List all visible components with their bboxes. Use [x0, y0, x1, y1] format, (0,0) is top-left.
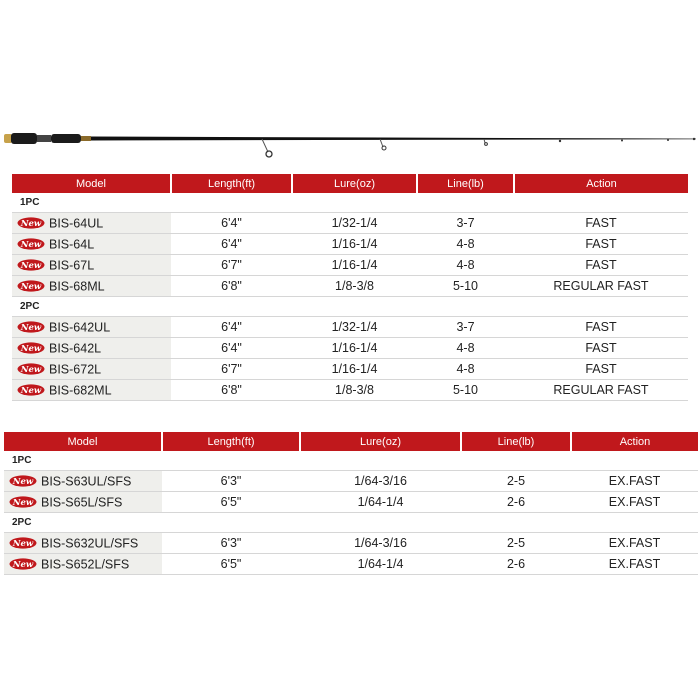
action-cell: REGULAR FAST [514, 380, 688, 401]
model-cell [12, 380, 171, 401]
model-cell [4, 492, 162, 513]
column-header-line: Line(lb) [461, 432, 571, 451]
line-cell: 5-10 [417, 380, 514, 401]
svg-text:New: New [20, 365, 42, 376]
model-cell [12, 255, 171, 276]
column-header-lure: Lure(oz) [300, 432, 461, 451]
svg-text:New: New [20, 261, 42, 272]
model-name: BIS-64UL [49, 216, 104, 231]
length-cell: 6'4" [171, 317, 292, 338]
lure-cell: 1/64-1/4 [300, 492, 461, 513]
lure-cell: 1/16-1/4 [292, 234, 417, 255]
length-cell: 6'5" [162, 554, 300, 575]
column-header-model: Model [12, 174, 171, 193]
model-name: BIS-S63UL/SFS [41, 474, 132, 489]
new-badge-icon [9, 558, 37, 570]
length-cell: 6'4" [171, 234, 292, 255]
line-cell: 3-7 [417, 317, 514, 338]
model-cell [12, 234, 171, 255]
lure-cell: 1/64-3/16 [300, 471, 461, 492]
model-name: BIS-682ML [49, 383, 112, 398]
svg-text:New: New [12, 498, 34, 509]
group-row [4, 513, 698, 533]
column-header-lure: Lure(oz) [292, 174, 417, 193]
table-row [12, 276, 688, 297]
action-cell: EX.FAST [571, 492, 698, 513]
table-row [4, 492, 698, 513]
length-cell: 6'8" [171, 276, 292, 297]
line-cell: 3-7 [417, 213, 514, 234]
line-cell: 2-5 [461, 533, 571, 554]
column-header-line: Line(lb) [417, 174, 514, 193]
new-badge-icon [17, 321, 45, 333]
group-row [12, 297, 688, 317]
action-cell: FAST [514, 338, 688, 359]
column-header-action: Action [514, 174, 688, 193]
table-row [12, 380, 688, 401]
new-badge-icon [17, 280, 45, 292]
lure-cell: 1/8-3/8 [292, 276, 417, 297]
new-badge-icon [17, 384, 45, 396]
table-row [12, 359, 688, 380]
new-badge-icon [9, 537, 37, 549]
new-badge-icon [9, 496, 37, 508]
length-cell: 6'5" [162, 492, 300, 513]
action-cell: EX.FAST [571, 471, 698, 492]
model-name: BIS-642L [49, 341, 102, 356]
model-cell [12, 359, 171, 380]
table-row [12, 317, 688, 338]
new-badge-icon [17, 238, 45, 250]
column-header-model: Model [4, 432, 162, 451]
lure-cell: 1/16-1/4 [292, 255, 417, 276]
model-name: BIS-672L [49, 362, 102, 377]
action-cell: EX.FAST [571, 554, 698, 575]
table-row [4, 554, 698, 575]
action-cell: FAST [514, 234, 688, 255]
model-name: BIS-S652L/SFS [41, 557, 130, 572]
length-cell: 6'3" [162, 533, 300, 554]
column-header-length: Length(ft) [171, 174, 292, 193]
length-cell: 6'4" [171, 213, 292, 234]
model-name: BIS-67L [49, 258, 95, 273]
line-cell: 4-8 [417, 338, 514, 359]
new-badge-icon [17, 363, 45, 375]
line-cell: 4-8 [417, 234, 514, 255]
lure-cell: 1/64-3/16 [300, 533, 461, 554]
model-name: BIS-642UL [49, 320, 111, 335]
group-row [4, 451, 698, 471]
svg-text:New: New [12, 539, 34, 550]
model-cell [4, 533, 162, 554]
line-cell: 2-6 [461, 554, 571, 575]
length-cell: 6'7" [171, 359, 292, 380]
model-cell [12, 338, 171, 359]
table-row [4, 471, 698, 492]
line-cell: 2-5 [461, 471, 571, 492]
lure-cell: 1/16-1/4 [292, 359, 417, 380]
fishing-rod-image [0, 118, 700, 168]
model-cell [12, 317, 171, 338]
svg-text:New: New [20, 386, 42, 397]
model-cell [12, 276, 171, 297]
svg-text:New: New [20, 344, 42, 355]
length-cell: 6'8" [171, 380, 292, 401]
table-row [12, 234, 688, 255]
new-badge-icon [17, 217, 45, 229]
group-row [12, 193, 688, 213]
svg-text:New: New [20, 323, 42, 334]
header-row [12, 174, 688, 193]
action-cell: REGULAR FAST [514, 276, 688, 297]
spec-table-2 [4, 432, 698, 575]
lure-cell: 1/8-3/8 [292, 380, 417, 401]
model-cell [4, 554, 162, 575]
column-header-length: Length(ft) [162, 432, 300, 451]
lure-cell: 1/32-1/4 [292, 317, 417, 338]
svg-text:New: New [12, 477, 34, 488]
spec-table-1 [12, 174, 688, 401]
line-cell: 2-6 [461, 492, 571, 513]
line-cell: 5-10 [417, 276, 514, 297]
column-header-action: Action [571, 432, 698, 451]
svg-text:New: New [12, 560, 34, 571]
model-cell [12, 213, 171, 234]
model-name: BIS-S632UL/SFS [41, 536, 139, 551]
lure-cell: 1/64-1/4 [300, 554, 461, 575]
length-cell: 6'4" [171, 338, 292, 359]
new-badge-icon [17, 259, 45, 271]
group-label: 1PC [4, 451, 698, 471]
line-cell: 4-8 [417, 255, 514, 276]
svg-text:New: New [20, 240, 42, 251]
new-badge-icon [9, 475, 37, 487]
model-name: BIS-64L [49, 237, 95, 252]
table-row [4, 533, 698, 554]
table-row [12, 338, 688, 359]
table-row [12, 213, 688, 234]
action-cell: FAST [514, 359, 688, 380]
length-cell: 6'3" [162, 471, 300, 492]
line-cell: 4-8 [417, 359, 514, 380]
svg-text:New: New [20, 219, 42, 230]
model-cell [4, 471, 162, 492]
lure-cell: 1/32-1/4 [292, 213, 417, 234]
action-cell: FAST [514, 213, 688, 234]
action-cell: FAST [514, 255, 688, 276]
svg-text:New: New [20, 282, 42, 293]
lure-cell: 1/16-1/4 [292, 338, 417, 359]
action-cell: FAST [514, 317, 688, 338]
group-label: 2PC [12, 297, 688, 317]
model-name: BIS-S65L/SFS [41, 495, 123, 510]
table-row [12, 255, 688, 276]
action-cell: EX.FAST [571, 533, 698, 554]
group-label: 2PC [4, 513, 698, 533]
length-cell: 6'7" [171, 255, 292, 276]
new-badge-icon [17, 342, 45, 354]
header-row [4, 432, 698, 451]
model-name: BIS-68ML [49, 279, 105, 294]
group-label: 1PC [12, 193, 688, 213]
